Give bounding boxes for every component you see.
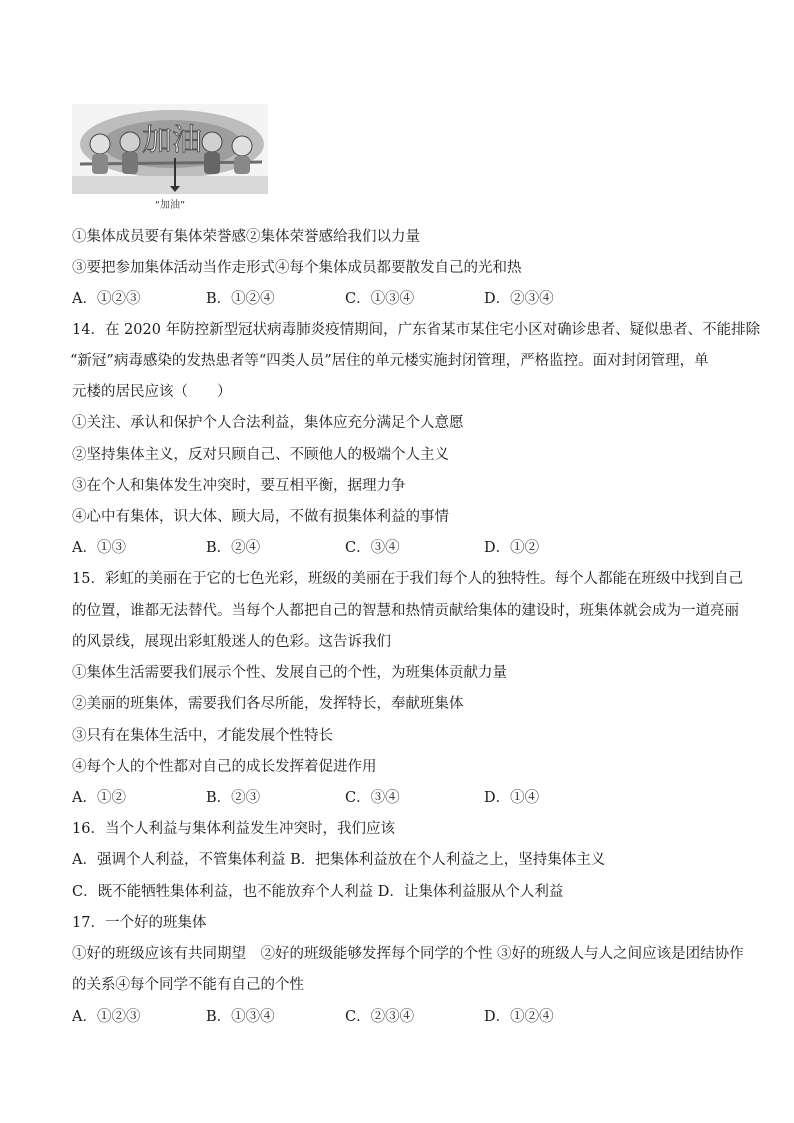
- q13-statement-line: ③要把参加集体活动当作走形式④每个集体成员都要散发自己的光和热: [72, 260, 522, 276]
- q13-statement-line: ①集体成员要有集体荣誉感②集体荣誉感给我们以力量: [72, 229, 420, 245]
- q17-option-a[interactable]: A．①②③: [72, 1009, 141, 1025]
- q14-option-d[interactable]: D．①②: [484, 540, 540, 556]
- q13-option-d[interactable]: D．②③④: [484, 291, 554, 307]
- q16-stem: 16．当个人利益与集体利益发生冲突时，我们应该: [72, 821, 395, 837]
- q13-option-b[interactable]: B．①②④: [206, 291, 275, 307]
- q14-statement-line: ③在个人和集体发生冲突时，要互相平衡，据理力争: [72, 478, 406, 494]
- q15-option-d[interactable]: D．①④: [484, 790, 540, 806]
- q14-option-c[interactable]: C．③④: [345, 540, 400, 556]
- q14-stem-line: 元楼的居民应该（ ）: [72, 384, 232, 400]
- q16-options-line[interactable]: A．强调个人利益，不管集体利益 B．把集体利益放在个人利益之上，坚持集体主义: [72, 852, 606, 868]
- q15-option-c[interactable]: C．③④: [345, 790, 400, 806]
- q14-option-a[interactable]: A．①③: [72, 540, 126, 556]
- q14-option-b[interactable]: B．②④: [206, 540, 261, 556]
- q14-stem-line: “新冠”病毒感染的发热患者等“四类人员”居住的单元楼实施封闭管理，严格监控。面对封闭管理，单: [70, 353, 709, 369]
- q15-statement-line: ②美丽的班集体，需要我们各尽所能，发挥特长，奉献班集体: [72, 696, 464, 712]
- q14-statement-line: ④心中有集体，识大体、顾大局，不做有损集体利益的事情: [72, 509, 449, 525]
- tug-of-war-illustration: [72, 104, 268, 194]
- q14-statement-line: ①关注、承认和保护个人合法利益，集体应充分满足个人意愿: [72, 415, 464, 431]
- q13-option-c[interactable]: C．①③④: [345, 291, 415, 307]
- q17-statement-line: ①好的班级应该有共同期望 ②好的班级能够发挥每个同学的个性 ③好的班级人与人之间应该是团结协作: [72, 946, 744, 962]
- figure-title-text: 加油: [142, 123, 202, 158]
- q15-statement-line: ①集体生活需要我们展示个性、发展自己的个性，为班集体贡献力量: [72, 665, 507, 681]
- q17-option-c[interactable]: C．②③④: [345, 1009, 415, 1025]
- q14-statement-line: ②坚持集体主义，反对只顾自己、不顾他人的极端个人主义: [72, 447, 449, 463]
- q17-option-b[interactable]: B．①③④: [206, 1009, 275, 1025]
- q15-stem-line: 15．彩虹的美丽在于它的七色光彩，班级的美丽在于我们每个人的独特性。每个人都能在班级中找到自己: [72, 571, 743, 587]
- q15-stem-line: 的风景线，展现出彩虹般迷人的色彩。这告诉我们: [72, 634, 391, 650]
- q16-options-line[interactable]: C．既不能牺牲集体利益，也不能放弃个人利益 D．让集体利益服从个人利益: [72, 884, 564, 900]
- q15-option-a[interactable]: A．①②: [72, 790, 126, 806]
- q14-stem-line: 14．在 2020 年防控新型冠状病毒肺炎疫情期间，广东省某市某住宅小区对确诊患者、疑似患者、不能排除: [72, 322, 761, 338]
- q17-statement-line: 的关系④每个同学不能有自己的个性: [72, 977, 304, 993]
- q15-statement-line: ④每个人的个性都对自己的成长发挥着促进作用: [72, 759, 377, 775]
- q13-option-a[interactable]: A．①②③: [72, 291, 141, 307]
- q15-statement-line: ③只有在集体生活中，才能发展个性特长: [72, 728, 333, 744]
- q17-option-d[interactable]: D．①②④: [484, 1009, 554, 1025]
- q17-stem: 17．一个好的班集体: [72, 915, 207, 931]
- q15-option-b[interactable]: B．②③: [206, 790, 261, 806]
- q15-stem-line: 的位置，谁都无法替代。当每个人都把自己的智慧和热情贡献给集体的建设时，班集体就会成为一道亮丽: [72, 603, 739, 619]
- figure-caption: “加油”: [154, 200, 186, 211]
